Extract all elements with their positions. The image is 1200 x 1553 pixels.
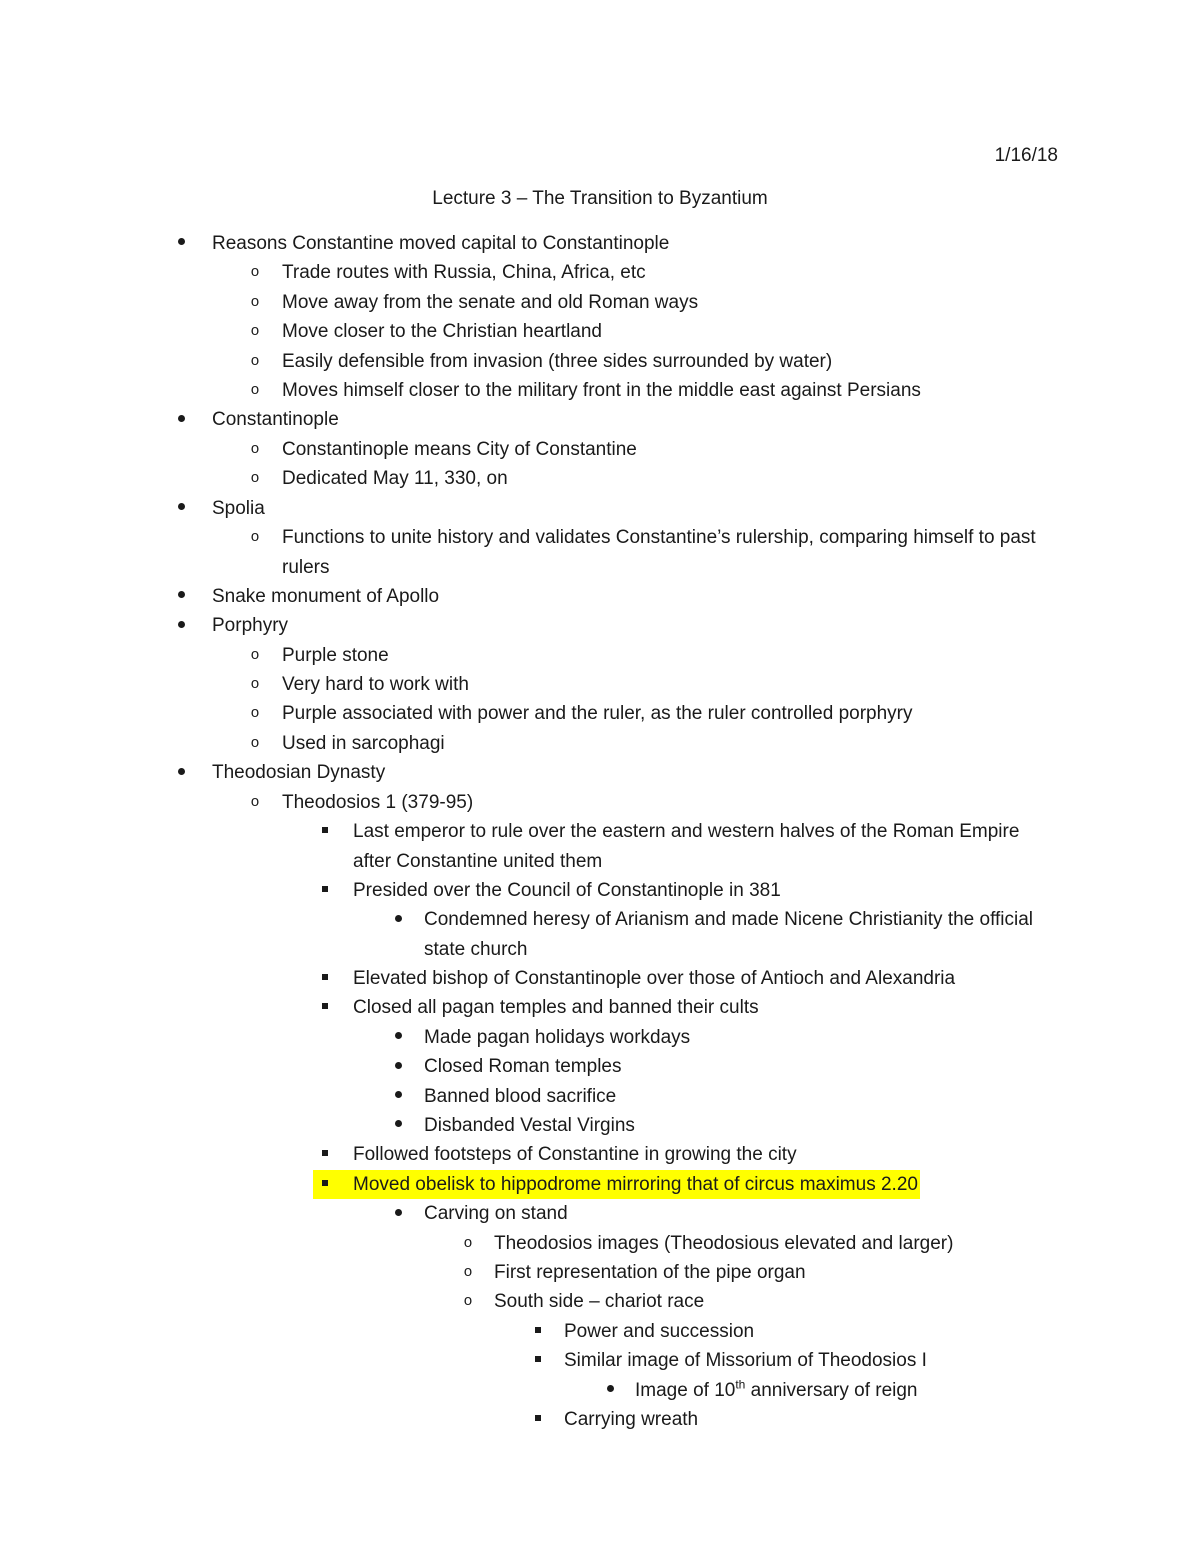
- bullet-marker: [528, 1405, 548, 1435]
- bullet-marker: [315, 1170, 335, 1200]
- bullet-marker: [171, 229, 191, 259]
- outline-item-text: Trade routes with Russia, China, Africa, etc: [282, 262, 646, 284]
- outline-item-text: Followed footsteps of Constantine in growing the city: [353, 1144, 797, 1166]
- outline-item: [245, 523, 1060, 582]
- bullet-marker: o: [250, 323, 260, 341]
- outline-item-text: Move away from the senate and old Roman ways: [282, 291, 699, 313]
- outline-item-text: Very hard to work with: [282, 674, 469, 695]
- bullet-marker: [315, 993, 335, 1023]
- outline-item: [528, 1405, 1060, 1435]
- outline-item: [245, 788, 1060, 818]
- outline-item: [245, 347, 1060, 377]
- outline-item-text: Purple stone: [282, 644, 389, 666]
- outline-item: [245, 670, 1060, 700]
- bullet-marker: [171, 494, 191, 524]
- lecture-title: Lecture 3 – The Transition to Byzantium: [432, 188, 768, 209]
- outline-item-text: Constantinople: [212, 409, 339, 431]
- lecture-date: 1/16/18: [994, 145, 1058, 166]
- outline-item-text: Carving on stand: [424, 1203, 568, 1225]
- outline-item: [171, 611, 1060, 641]
- outline-item: [245, 288, 1060, 318]
- bullet-marker: [171, 611, 191, 641]
- bullet-marker: o: [250, 352, 260, 370]
- bullet-marker: [315, 817, 335, 847]
- bullet-marker: [600, 1376, 620, 1406]
- outline-item-text: Similar image of Missorium of Theodosios I: [564, 1350, 927, 1372]
- bullet-marker: [171, 405, 191, 435]
- outline-item: [315, 993, 1060, 1023]
- outline-item-text: Image of 10th anniversary of reign: [635, 1377, 918, 1401]
- outline-item: [245, 729, 1060, 759]
- outline-item: [388, 1111, 1060, 1141]
- outline-item-text: Presided over the Council of Constantinople in 381: [353, 879, 781, 901]
- outline-item: [313, 1170, 920, 1200]
- outline-item-text: Condemned heresy of Arianism and made Nicene Christianity the official state church: [424, 909, 1034, 960]
- outline-item-text: Disbanded Vestal Virgins: [424, 1115, 635, 1136]
- outline-item-text: Purple associated with power and the ruler, as the ruler controlled porphyry: [282, 703, 913, 725]
- outline-item-text: Used in sarcophagi: [282, 732, 445, 754]
- bullet-marker: [388, 1052, 408, 1082]
- outline-item: [171, 758, 1060, 788]
- bullet-marker: o: [250, 382, 260, 399]
- outline-item-text: Functions to unite history and validates Constantine’s rulership, comparing himself to past rulers: [282, 527, 1036, 578]
- bullet-marker: o: [463, 1234, 473, 1252]
- bullet-marker: o: [250, 676, 260, 693]
- outline-item-text: Theodosios images (Theodosious elevated and larger): [494, 1232, 954, 1254]
- outline-item: [171, 405, 1060, 435]
- bullet-marker: o: [250, 646, 260, 664]
- bullet-marker: o: [463, 1264, 473, 1281]
- outline-item-text: Elevated bishop of Constantinople over those of Antioch and Alexandria: [353, 968, 956, 989]
- bullet-marker: o: [250, 440, 260, 458]
- outline-item: [600, 1376, 1060, 1406]
- outline-item: [458, 1258, 1060, 1288]
- outline-item-text: Reasons Constantine moved capital to Constantinople: [212, 233, 670, 254]
- outline-item-text: Theodosios 1 (379-95): [282, 791, 474, 813]
- outline-item: [315, 1140, 1060, 1170]
- outline-item: [245, 258, 1060, 288]
- bullet-marker: o: [250, 293, 260, 311]
- outline-item-text: Constantinople means City of Constantine: [282, 438, 637, 460]
- bullet-marker: [171, 758, 191, 788]
- outline-item: [171, 582, 1060, 612]
- outline-item: [245, 317, 1060, 347]
- bullet-marker: [528, 1317, 548, 1347]
- bullet-marker: [388, 1199, 408, 1229]
- outline-item-text: South side – chariot race: [494, 1291, 705, 1313]
- outline-item: [171, 229, 1060, 259]
- outline-item-text: Moved obelisk to hippodrome mirroring that of circus maximus 2.20: [353, 1173, 918, 1195]
- outline-item-text: Snake monument of Apollo: [212, 585, 440, 607]
- outline-item-text: Porphyry: [212, 615, 289, 637]
- outline-item: [315, 964, 1060, 994]
- bullet-marker: [528, 1346, 548, 1376]
- outline-item-text: Spolia: [212, 497, 265, 519]
- bullet-marker: [315, 964, 335, 994]
- outline-item-text: Closed all pagan temples and banned their cults: [353, 997, 759, 1019]
- bullet-marker: [388, 1111, 408, 1141]
- outline-item-text: Last emperor to rule over the eastern and western halves of the Roman Empire after Constantine united them: [353, 821, 1020, 872]
- outline-item: [245, 699, 1060, 729]
- outline-item-text: First representation of the pipe organ: [494, 1262, 806, 1283]
- outline-item: [458, 1287, 1060, 1317]
- bullet-marker: o: [250, 264, 260, 282]
- outline-item: [388, 905, 1060, 964]
- bullet-marker: o: [250, 529, 260, 546]
- outline-item-text: Made pagan holidays workdays: [424, 1026, 691, 1048]
- outline-item: [528, 1317, 1060, 1347]
- outline-item: [388, 1052, 1060, 1082]
- outline-item: [388, 1023, 1060, 1053]
- bullet-marker: o: [250, 470, 260, 488]
- bullet-marker: o: [250, 793, 260, 811]
- outline-item: [388, 1199, 1060, 1229]
- outline-item: [245, 376, 1060, 406]
- outline-item: [315, 876, 1060, 906]
- outline-item-text: Power and succession: [564, 1320, 755, 1342]
- bullet-marker: [315, 1140, 335, 1170]
- bullet-marker: [388, 1082, 408, 1112]
- outline-item-text: Closed Roman temples: [424, 1056, 622, 1078]
- bullet-marker: [315, 876, 335, 906]
- outline-item-text: Carrying wreath: [564, 1409, 699, 1430]
- bullet-marker: [171, 582, 191, 612]
- bullet-marker: o: [250, 734, 260, 752]
- outline-item: [528, 1346, 1060, 1376]
- outline-item: [388, 1082, 1060, 1112]
- outline-item: [245, 435, 1060, 465]
- outline-item: [245, 641, 1060, 671]
- outline-item-text: Easily defensible from invasion (three sides surrounded by water): [282, 350, 833, 372]
- bullet-marker: o: [463, 1293, 473, 1311]
- outline-item-text: Banned blood sacrifice: [424, 1085, 617, 1107]
- outline-item: [315, 817, 1060, 876]
- outline-item-text: Dedicated May 11, 330, on: [282, 468, 508, 490]
- bullet-marker: [388, 905, 408, 935]
- bullet-marker: o: [250, 705, 260, 723]
- outline-item: [245, 464, 1060, 494]
- outline-item-text: Move closer to the Christian heartland: [282, 321, 602, 343]
- outline-item: [458, 1229, 1060, 1259]
- bullet-marker: [388, 1023, 408, 1053]
- outline-item: [171, 494, 1060, 524]
- outline-item-text: Theodosian Dynasty: [212, 762, 386, 784]
- outline-item-text: Moves himself closer to the military front in the middle east against Persians: [282, 380, 921, 401]
